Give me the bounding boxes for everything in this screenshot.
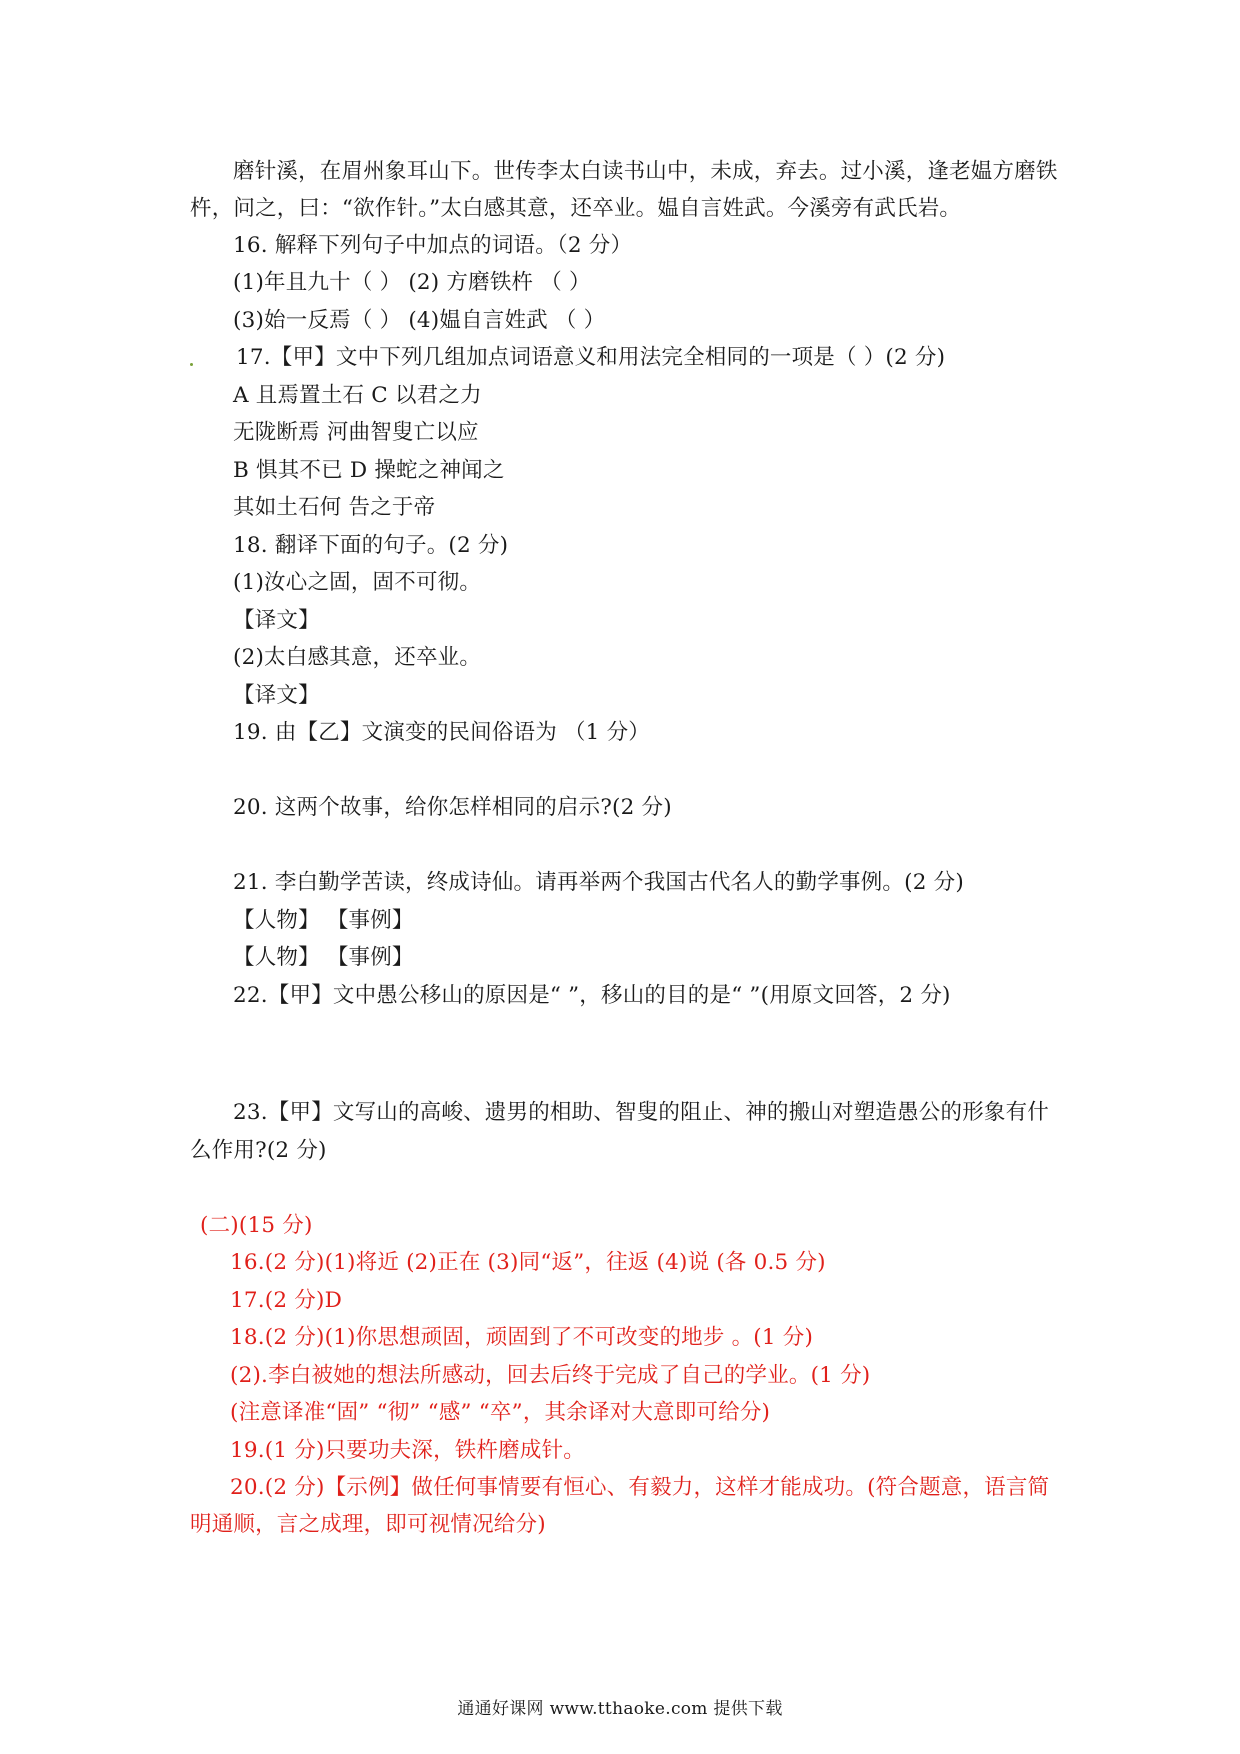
question-17-row-3: B 惧其不已 D 操蛇之神闻之 [233, 458, 505, 483]
answer-18-part-1: 18.(2 分)(1)你思想顽固，顽固到了不可改变的地步 。(1 分) [230, 1325, 814, 1350]
question-18-sentence-1: (1)汝心之固，固不可彻。 [233, 570, 482, 595]
answer-16: 16.(2 分)(1)将近 (2)正在 (3)同“返”，往返 (4)说 (各 0.5 分) [230, 1250, 826, 1275]
question-17-stem: 17.【甲】文中下列几组加点词语意义和用法完全相同的一项是（ ）(2 分) [236, 345, 946, 370]
question-21-stem: 21. 李白勤学苦读，终成诗仙。请再举两个我国古代名人的勤学事例。(2 分) [233, 870, 964, 895]
question-18-translation-label-1: 【译文】 [233, 608, 320, 633]
question-17-row-1: A 且焉置土石 C 以君之力 [233, 383, 482, 408]
question-18-stem: 18. 翻译下面的句子。(2 分) [233, 533, 509, 558]
answer-17: 17.(2 分)D [230, 1288, 343, 1313]
passage-line-1: 磨针溪，在眉州象耳山下。世传李太白读书山中，未成，弃去。过小溪，逢老媪方磨铁 [233, 159, 1058, 184]
margin-mark [190, 363, 193, 366]
passage-line-2: 杵，问之，曰：“欲作针。”太白感其意，还卒业。媪自言姓武。今溪旁有武氏岩。 [190, 196, 962, 221]
answer-18-note: (注意译准“固” “彻” “感” “卒”，其余译对大意即可给分) [230, 1400, 771, 1425]
question-21-row-1: 【人物】 【事例】 [233, 908, 414, 933]
question-18-translation-label-2: 【译文】 [233, 683, 320, 708]
question-21-row-2: 【人物】 【事例】 [233, 945, 414, 970]
page-footer: 通通好课网 www.tthaoke.com 提供下载 [457, 1699, 783, 1719]
answer-18-part-2: (2).李白被她的想法所感动，回去后终于完成了自己的学业。(1 分) [230, 1363, 871, 1388]
answer-20-line-2: 明通顺，言之成理，即可视情况给分) [190, 1512, 546, 1537]
question-19-stem: 19. 由【乙】文演变的民间俗语为 （1 分） [233, 720, 650, 745]
answer-20-line-1: 20.(2 分)【示例】做任何事情要有恒心、有毅力，这样才能成功。(符合题意，语言简 [230, 1475, 1050, 1500]
question-17-row-2: 无陇断焉 河曲智叟亡以应 [233, 420, 479, 445]
answer-19: 19.(1 分)只要功夫深，铁杵磨成针。 [230, 1438, 585, 1463]
question-22-stem: 22.【甲】文中愚公移山的原因是“ ”，移山的目的是“ ”(用原文回答，2 分) [233, 983, 951, 1008]
question-20-stem: 20. 这两个故事，给你怎样相同的启示?(2 分) [233, 795, 672, 820]
question-16-row-1: (1)年且九十（ ） (2) 方磨铁杵 （ ） [233, 270, 591, 295]
answers-header: (二)(15 分) [200, 1213, 313, 1238]
question-17-row-4: 其如土石何 告之于帝 [233, 495, 436, 520]
question-23-line-2: 么作用?(2 分) [190, 1138, 327, 1163]
question-16-row-2: (3)始一反焉（ ） (4)媪自言姓武 （ ） [233, 308, 606, 333]
question-18-sentence-2: (2)太白感其意，还卒业。 [233, 645, 482, 670]
question-23-line-1: 23.【甲】文写山的高峻、遗男的相助、智叟的阻止、神的搬山对塑造愚公的形象有什 [233, 1100, 1049, 1125]
question-16-stem: 16. 解释下列句子中加点的词语。（2 分） [233, 233, 633, 258]
